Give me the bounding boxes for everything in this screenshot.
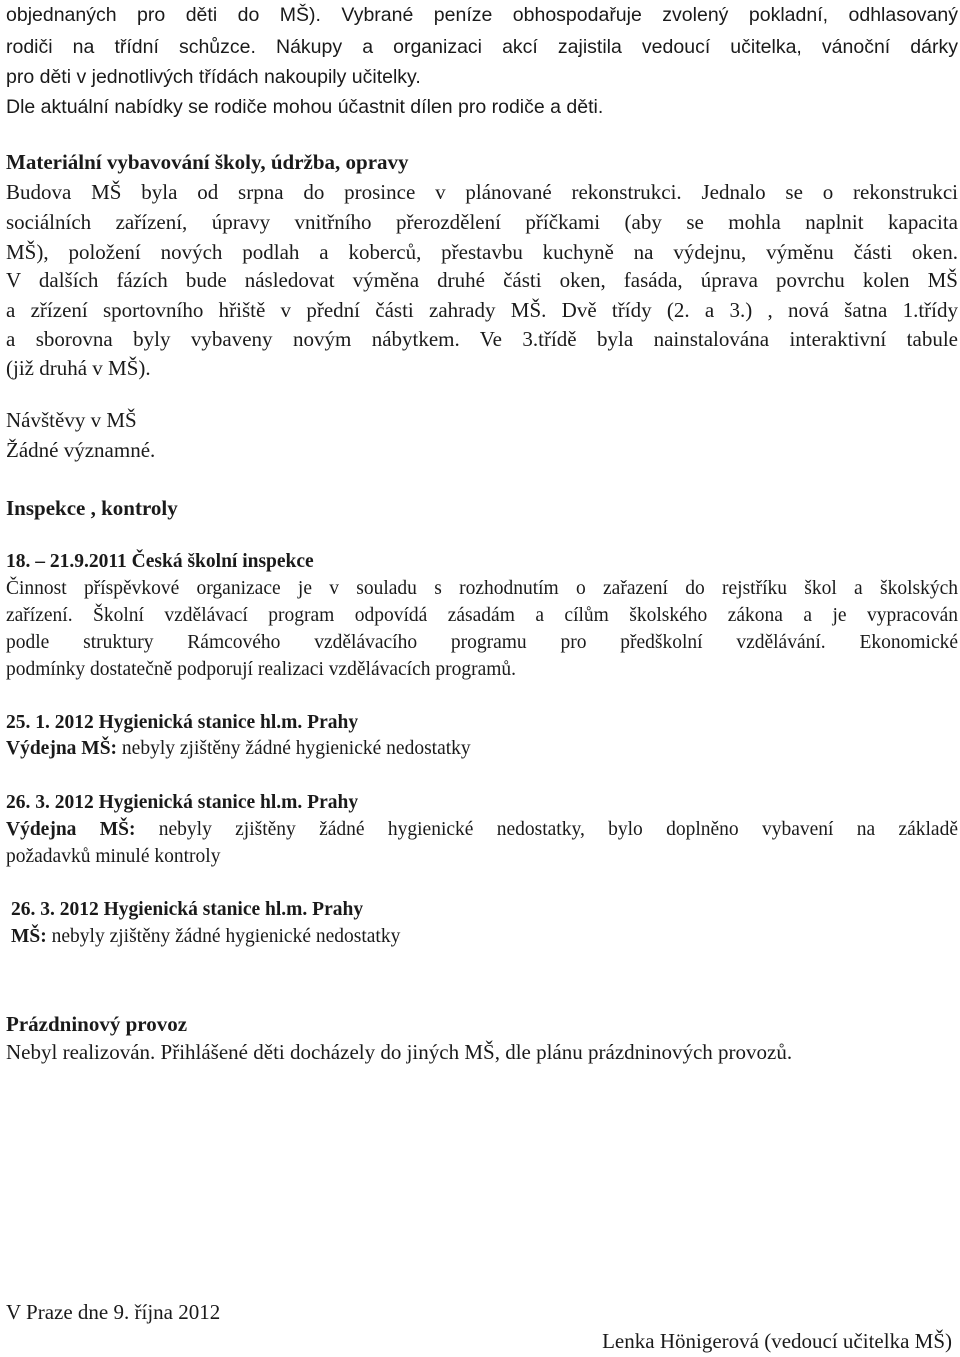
section-heading-holiday: Prázdninový provoz <box>6 1012 188 1036</box>
inspection-result <box>11 926 400 948</box>
intro-line: Dle aktuální nabídky se rodiče mohou účastnit dílen pro rodiče a děti. <box>6 96 604 118</box>
material-line: sociálních zařízení, úpravy vnitřního přerozdělení příčkami (aby se mohla naplnit kapacita <box>6 210 958 234</box>
inspection-result-label: Výdejna MŠ: <box>6 738 118 759</box>
material-line: (již druhá v MŠ). <box>6 356 151 380</box>
inspection-line: podmínky dostatečně podporují realizaci vzdělávacích programů. <box>6 659 517 680</box>
inspection-result-text: nebyly zjištěny žádné hygienické nedostatky <box>46 926 401 947</box>
inspection-result-label: Výdejna MŠ: <box>6 819 136 840</box>
inspection-result-continued: požadavků minulé kontroly <box>6 846 221 867</box>
holiday-text: Nebyl realizován. Přihlášené děti docházely do jiných MŠ, dle plánu prázdninových provozů. <box>6 1040 793 1064</box>
inspection-title: 26. 3. 2012 Hygienická stanice hl.m. Prahy <box>11 899 364 920</box>
inspection-result-text: nebyly zjištěny žádné hygienické nedostatky <box>117 738 471 759</box>
section-heading-material: Materiální vybavování školy, údržba, opravy <box>6 150 409 174</box>
inspection-line: podle struktury Rámcového vzdělávacího programu pro předškolní vzdělávání. Ekonomické <box>6 632 958 653</box>
place-date: V Praze dne 9. října 2012 <box>6 1300 221 1324</box>
inspection-result <box>6 819 958 841</box>
inspection-title: 25. 1. 2012 Hygienická stanice hl.m. Prahy <box>6 712 359 733</box>
inspection-title: 18. – 21.9.2011 Česká školní inspekce <box>6 551 314 572</box>
inspection-result-label: MŠ: <box>11 926 47 947</box>
material-line: V dalších fázích bude následovat výměna druhé části oken, fasáda, úprava povrchu kolen MŠ <box>6 268 958 292</box>
material-line: a zřízení sportovního hřiště v přední části zahrady MŠ. Dvě třídy (2. a 3.) , nová šatna 1.třídy <box>6 298 958 322</box>
section-heading-inspections: Inspekce , kontroly <box>6 496 178 520</box>
intro-line: rodiči na třídní schůzce. Nákupy a organizaci akcí zajistila vedoucí učitelka, vánoční dárky <box>6 36 958 58</box>
material-line: MŠ), položení nových podlah a koberců, přestavbu kuchyně na výdejnu, výměnu části oken. <box>6 240 958 264</box>
inspection-title: 26. 3. 2012 Hygienická stanice hl.m. Prahy <box>6 792 359 813</box>
section-heading-visits: Návštěvy v MŠ <box>6 408 137 432</box>
visits-text: Žádné významné. <box>6 438 156 462</box>
signature: Lenka Hönigerová (vedoucí učitelka MŠ) <box>602 1329 952 1353</box>
material-line: a sborovna byly vybaveny novým nábytkem. Ve 3.třídě byla nainstalována interaktivní tabule <box>6 327 958 351</box>
inspection-line: Činnost příspěvkové organizace je v souladu s rozhodnutím o zařazení do rejstříku škol a školských <box>6 578 958 599</box>
material-line: Budova MŠ byla od srpna do prosince v plánované rekonstrukci. Jednalo se o rekonstrukci <box>6 180 958 204</box>
inspection-line: zařízení. Školní vzdělávací program odpovídá zásadám a cílům školského zákona a je vypracován <box>6 605 958 626</box>
inspection-result-text: nebyly zjištěny žádné hygienické nedostatky, bylo doplněno vybavení na základě <box>135 819 958 840</box>
intro-line: pro děti v jednotlivých třídách nakoupily učitelky. <box>6 66 421 88</box>
inspection-result <box>6 738 471 760</box>
intro-line: objednaných pro děti do MŠ). Vybrané peníze obhospodařuje zvolený pokladní, odhlasovaný <box>6 4 958 26</box>
